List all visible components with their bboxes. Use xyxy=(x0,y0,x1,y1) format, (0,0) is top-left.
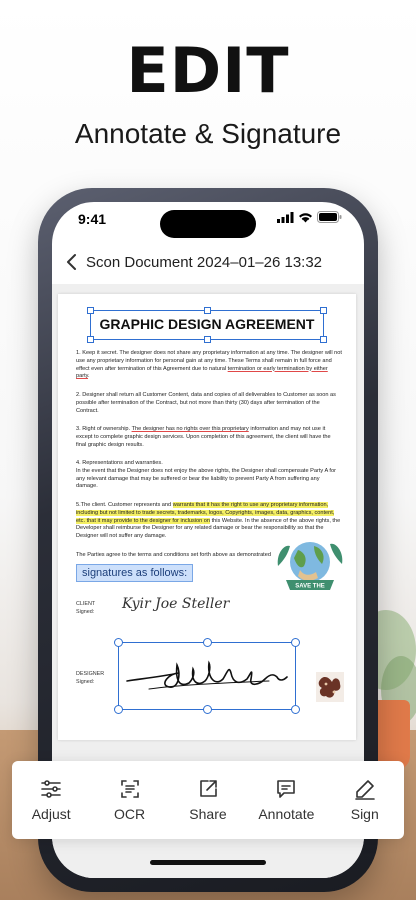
promo-headline: EDIT xyxy=(126,34,290,107)
battery-icon xyxy=(317,211,342,223)
resize-handle[interactable] xyxy=(114,638,123,647)
document-name: Scon Document 2024–01–26 13:32 xyxy=(86,254,323,271)
annotate-icon xyxy=(274,777,298,801)
clause-text: 1. Keep it secret. The designer does not share any proprietary information at any time. The designer will not use any proprietary information for personal gain at any time. These Terms shall remain in full force and effect even after termination of this Agreement due to natural xyxy=(76,350,342,372)
resize-handle[interactable] xyxy=(320,336,327,343)
clause-2: 2. Designer shall return all Customer Content, data and copies of all deliverables to Customer as soon as possible after termination of the Contract, but not more than thirty (30) days after termination of the Contract. xyxy=(76,392,336,414)
sliders-icon xyxy=(39,777,63,801)
clause-4: 4. Representations and warranties. In the event that the Designer does not enjoy the above rights, the Designer shall compensate Party A for any relevant damage that may be suffered or bear the liability to prevent Party A from suffering any damage. xyxy=(76,460,336,490)
bottom-toolbar xyxy=(12,761,404,839)
tool-label: Share xyxy=(189,806,227,822)
promo-subheadline: Annotate & Signature xyxy=(74,118,342,149)
clause-text: . xyxy=(88,373,90,380)
chevron-left-icon[interactable] xyxy=(62,252,82,272)
decorative-sticker[interactable] xyxy=(316,672,344,702)
clause-text: information and may not use it except to complete graphic design services. Upon completion of this agreement, the client will have the final graphic design results. xyxy=(76,426,331,448)
dynamic-island xyxy=(160,210,256,238)
save-earth-sticker[interactable] xyxy=(274,536,346,598)
tool-label: OCR xyxy=(114,806,146,822)
clause-1 xyxy=(76,350,342,381)
resize-handle[interactable] xyxy=(87,336,94,343)
pen-icon xyxy=(353,777,377,801)
resize-handle[interactable] xyxy=(203,705,212,714)
resize-handle[interactable] xyxy=(87,307,94,314)
tool-label: Adjust xyxy=(31,806,71,822)
clause-3 xyxy=(76,426,342,449)
clause-6: The Parties agree to the terms and conditions set forth above as demonstrated xyxy=(76,552,271,558)
designer-signature-selection[interactable] xyxy=(118,642,296,710)
title-selection-box[interactable] xyxy=(90,310,324,340)
resize-handle[interactable] xyxy=(114,705,123,714)
designer-signature xyxy=(119,643,295,709)
client-signature: Kyir Joe Steller xyxy=(122,596,230,612)
clause-text: 3. Right of ownership. xyxy=(76,426,132,432)
tool-label: Sign xyxy=(350,806,379,822)
highlighted-text: warrants that it has the right to use any proprietary information, including but not limited to trade secrets, trademarks, logos, Copyrights, images, data, graphics, content, etc. that it may provide to the designer for inclusion on xyxy=(76,502,335,524)
client-label: CLIENT Signed: xyxy=(76,601,96,615)
signature-text-field[interactable]: signatures as follows: xyxy=(76,564,193,582)
resize-handle[interactable] xyxy=(291,638,300,647)
resize-handle[interactable] xyxy=(204,307,211,314)
tool-label: Annotate xyxy=(258,806,315,822)
sticker-text: SAVE THE xyxy=(295,583,325,590)
share-icon xyxy=(196,777,220,801)
ocr-scan-icon xyxy=(118,777,142,801)
share-button[interactable] xyxy=(173,777,243,822)
nav-bar xyxy=(52,246,364,280)
designer-label: DESIGNER Signed: xyxy=(76,671,105,685)
clause-text: 5.The client. Customer represents and xyxy=(76,502,173,508)
adjust-button[interactable] xyxy=(16,777,86,822)
annotate-button[interactable] xyxy=(251,777,321,822)
resize-handle[interactable] xyxy=(203,638,212,647)
resize-handle[interactable] xyxy=(204,336,211,343)
document-title: GRAPHIC DESIGN AGREEMENT xyxy=(99,316,315,332)
resize-handle[interactable] xyxy=(320,307,327,314)
status-time: 9:41 xyxy=(78,211,107,227)
document-page[interactable] xyxy=(58,294,356,740)
home-indicator xyxy=(150,860,266,865)
signal-icon xyxy=(277,212,294,223)
sign-button[interactable] xyxy=(330,777,400,822)
ocr-button[interactable] xyxy=(95,777,165,822)
wifi-icon xyxy=(298,212,313,223)
clause-text: this Website. In the absence of the above rights, the Developer shall reimburse the Designer for any related damage or bear the responsibility so that the Designer will not suffer any damage. xyxy=(76,517,341,540)
status-icons xyxy=(277,211,342,223)
status-bar xyxy=(52,202,364,236)
resize-handle[interactable] xyxy=(291,705,300,714)
underlined-text: termination or early termination by either party xyxy=(76,365,328,380)
underlined-text: The designer has no rights over this proprietary xyxy=(131,426,249,432)
